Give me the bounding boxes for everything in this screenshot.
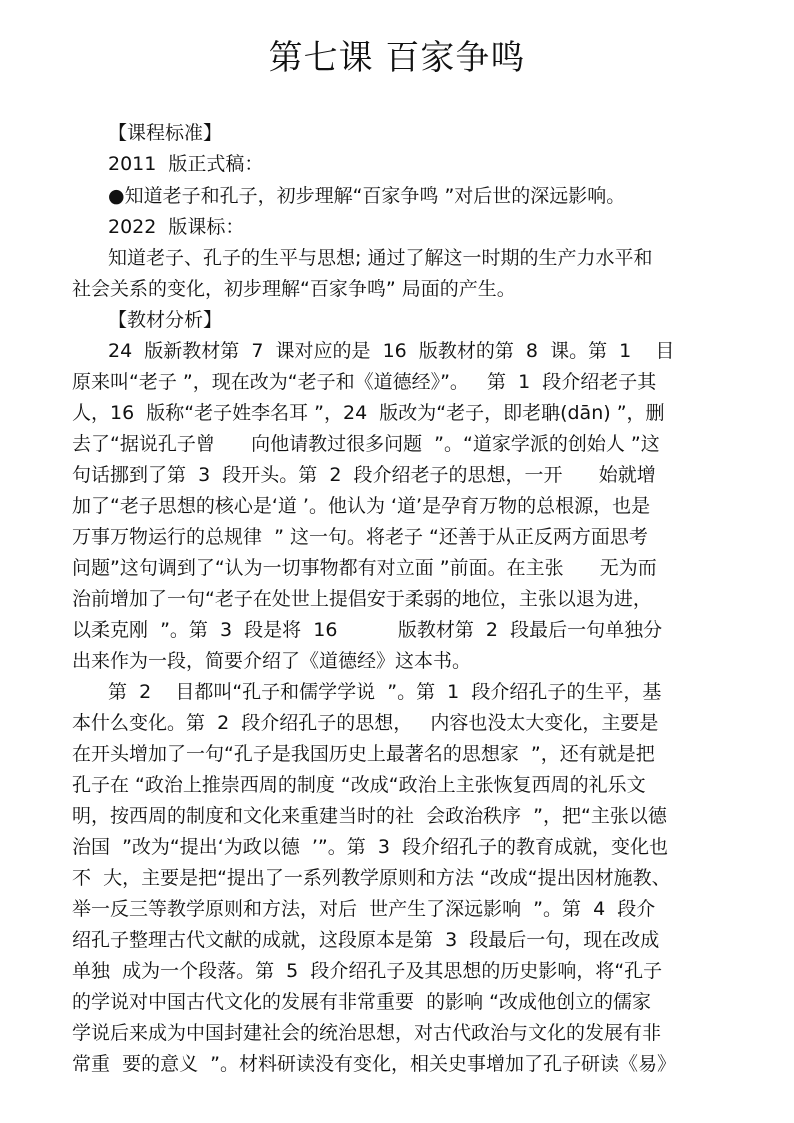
section-heading-textbook-analysis: 【教材分析】: [108, 309, 223, 331]
page-title: 第七课 百家争鸣: [268, 38, 526, 78]
paragraph-line: 知道老子、孔子的生平与思想; 通过了解这一时期的生产力水平和: [108, 247, 653, 269]
paragraph-line: 第 2 目都叫“孔子和儒学学说 ”。第 1 段介绍孔子的生平，基: [108, 681, 662, 703]
paragraph-line: 学说后来成为中国封建社会的统治思想，对古代政治与文化的发展有非: [72, 1022, 662, 1044]
paragraph-line: 去了“据说孔子曾 向他请教过很多问题 ”。“道家学派的创始人 ”这: [72, 433, 660, 455]
paragraph-line: 问题”这句调到了“认为一切事物都有对立面 ”前面。在主张 无为而: [72, 557, 657, 579]
paragraph-line: 加了“老子思想的核心是‘道 ’。他认为 ‘道’是孕育万物的总根源，也是: [72, 495, 651, 517]
paragraph-line: 社会关系的变化，初步理解“百家争鸣” 局面的产生。: [72, 278, 516, 300]
paragraph-line: 万事万物运行的总规律 ” 这一句。将老子 “还善于从正反两方面思考: [72, 526, 648, 548]
paragraph-line: 人，16 版称“老子姓李名耳 ”，24 版改为“老子，即老聃(dān) ”，删: [72, 402, 665, 424]
version-2011-label: 2011 版正式稿：: [108, 153, 264, 175]
paragraph-line: 原来叫“老子 ”，现在改为“老子和《道德经》”。 第 1 段介绍老子其: [72, 371, 657, 393]
paragraph-line: 句话挪到了第 3 段开头。第 2 段介绍老子的思想，一开 始就增: [72, 464, 656, 486]
paragraph-line: 24 版新教材第 7 课对应的是 16 版教材的第 8 课。第 1 目: [108, 340, 675, 362]
paragraph-line: 治国 ”改为“提出‘为政以德 ’”。第 3 段介绍孔子的教育成就，变化也: [72, 836, 669, 858]
paragraph-line: 本什么变化。第 2 段介绍孔子的思想， 内容也没太大变化，主要是: [72, 712, 659, 734]
paragraph-line: 明，按西周的制度和文化来重建当时的社 会政治秩序 ”，把“主张以德: [72, 805, 667, 827]
paragraph-line: 举一反三等教学原则和方法，对后 世产生了深远影响 ”。第 4 段介: [72, 898, 656, 920]
paragraph-line: 在开头增加了一句“孔子是我国历史上最著名的思想家 ”，还有就是把: [72, 743, 655, 765]
paragraph-line: 常重 要的意义 ”。材料研读没有变化，相关史事增加了孔子研读《易》: [72, 1053, 677, 1075]
paragraph-line: 的学说对中国古代文化的发展有非常重要 的影响 “改成他创立的儒家: [72, 991, 651, 1013]
paragraph-line: 绍孔子整理古代文献的成就，这段原本是第 3 段最后一句，现在改成: [72, 929, 660, 951]
paragraph-line: 以柔克刚 ”。第 3 段是将 16 版教材第 2 段最后一句单独分: [72, 619, 663, 641]
paragraph-line: 孔子在 “政治上推崇西周的制度 “改成“政治上主张恢复西周的礼乐文: [72, 774, 646, 796]
paragraph-line: 不 大，主要是把“提出了一系列教学原则和方法 “改成“提出因材施教、: [72, 867, 671, 889]
paragraph-line: 出来作为一段，简要介绍了《道德经》这本书。: [72, 650, 472, 672]
bullet-point-text: ●知道老子和孔子，初步理解“百家争鸣 ”对后世的深远影响。: [108, 185, 626, 207]
paragraph-line: 治前增加了一句“老子在处世上提倡安于柔弱的地位，主张以退为进，: [72, 588, 652, 610]
section-heading-curriculum-standard: 【课程标准】: [108, 122, 223, 144]
paragraph-line: 单独 成为一个段落。第 5 段介绍孔子及其思想的历史影响，将“孔子: [72, 960, 663, 982]
version-2022-label: 2022 版课标：: [108, 216, 245, 238]
